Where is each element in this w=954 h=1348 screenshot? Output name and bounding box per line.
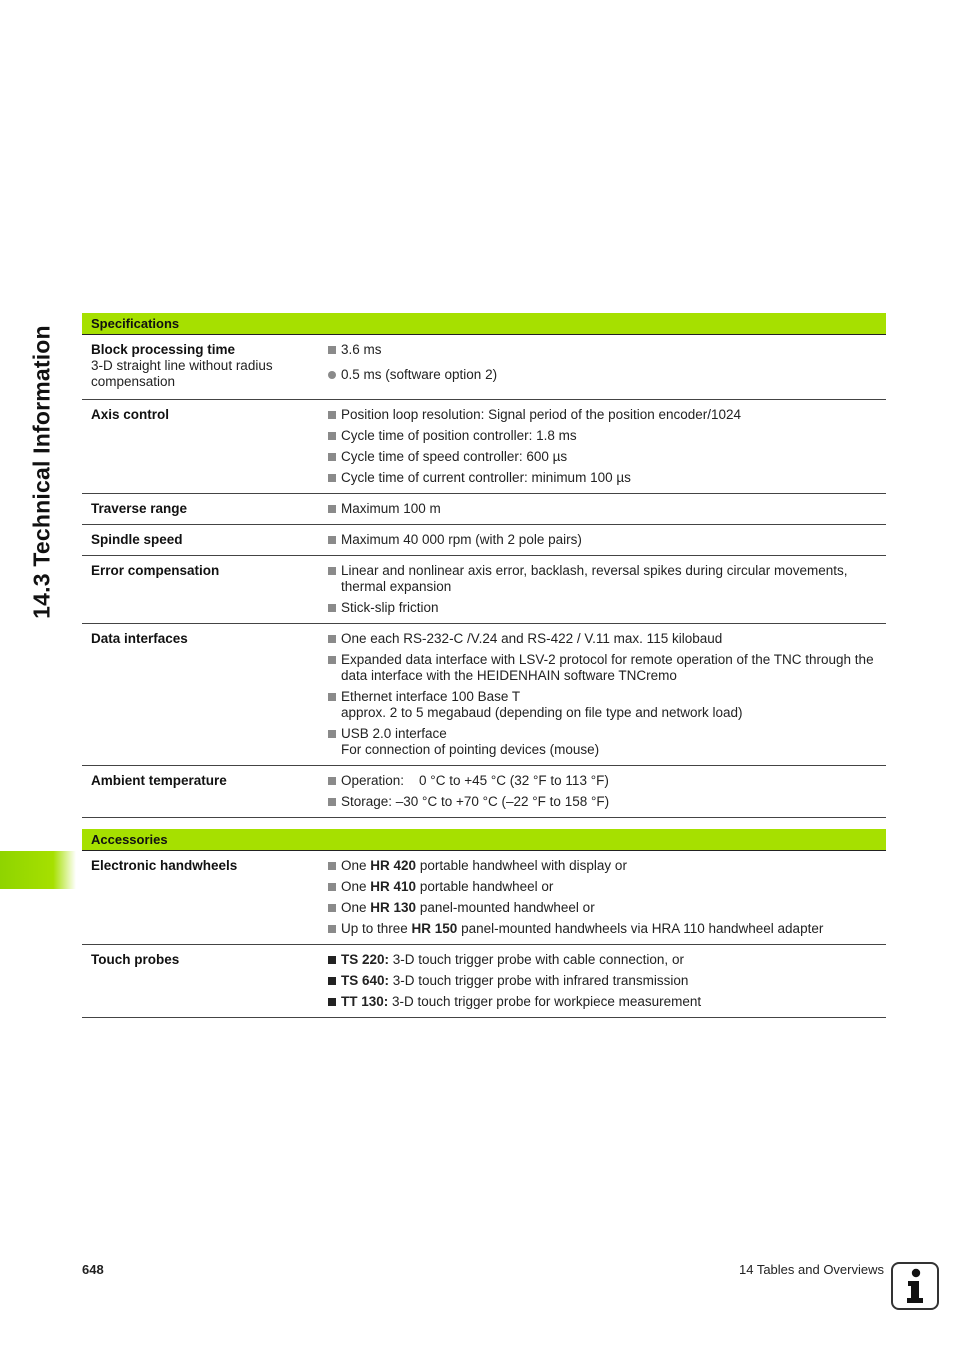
item-text: 3-D touch trigger probe with cable connection, or [389,952,684,967]
list-item [327,952,876,968]
list-item [327,501,876,517]
page-number: 648 [82,1262,104,1277]
row-values [327,407,886,486]
item-model: TT 130: [341,994,389,1009]
item-text: Stick-slip friction [341,600,439,615]
item-text: One [341,900,371,915]
item-text: Expanded data interface with LSV-2 protocol for remote operation of the TNC through the data interface with the HEIDENHAIN software TNCremo [341,652,878,683]
item-text: Position loop resolution: Signal period of the position encoder/1024 [341,407,742,422]
square-bullet-icon [328,567,336,575]
square-bullet-icon [328,411,336,419]
list-item [327,900,876,916]
item-text: portable handwheel with display or [416,858,627,873]
row-label-text: Spindle speed [91,532,183,547]
row-values [327,532,886,548]
item-text: Up to three [341,921,412,936]
row-label [82,342,327,392]
list-item [327,532,876,548]
spec-row [82,851,886,945]
chapter-thumb-tab [0,851,76,889]
list-item [327,879,876,895]
square-bullet-icon [328,693,336,701]
row-values [327,773,886,810]
item-text: panel-mounted handwheels via HRA 110 handwheel adapter [457,921,824,936]
square-bullet-icon [328,862,336,870]
circle-bullet-icon [328,371,336,379]
specifications-table [82,313,886,818]
square-bullet-icon [328,604,336,612]
row-label-text: Block processing time [91,342,236,357]
spec-row [82,400,886,494]
row-label-text: Touch probes [91,952,180,967]
item-text: One [341,858,371,873]
spec-row [82,494,886,525]
list-item [327,726,876,758]
item-text: USB 2.0 interface [341,726,447,741]
row-label-text: Traverse range [91,501,188,516]
list-item [327,407,876,423]
list-item [327,367,876,383]
item-text: Storage: –30 °C to +70 °C (–22 °F to 158 °F) [341,794,610,809]
list-item [327,773,876,789]
square-bullet-icon [328,977,336,985]
square-bullet-icon [328,925,336,933]
list-item [327,631,876,647]
row-label [82,407,327,486]
list-item [327,921,876,937]
item-text: Ethernet interface 100 Base T [341,689,521,704]
list-item [327,973,876,989]
chapter-side-title [22,312,62,632]
spec-row [82,624,886,766]
item-model: HR 150 [411,921,458,936]
item-text: portable handwheel or [416,879,554,894]
list-item [327,689,876,721]
list-item [327,342,876,358]
item-model: HR 420 [370,858,417,873]
row-values [327,631,886,758]
specifications-header: Specifications [82,313,886,335]
list-item [327,428,876,444]
item-text: Cycle time of speed controller: 600 µs [341,449,568,464]
accessories-table [82,829,886,1018]
item-model: HR 410 [370,879,417,894]
list-item [327,449,876,465]
row-label-text: Electronic handwheels [91,858,238,873]
row-values [327,952,886,1010]
list-item [327,563,876,595]
square-bullet-icon [328,904,336,912]
list-item [327,600,876,616]
square-bullet-icon [328,505,336,513]
item-text: Maximum 100 m [341,501,441,516]
row-label-text: Data interfaces [91,631,188,646]
item-text: Cycle time of current controller: minimum 100 µs [341,470,631,485]
row-values [327,501,886,517]
accessories-rows [82,851,886,1018]
square-bullet-icon [328,474,336,482]
item-text: 3.6 ms [341,342,382,357]
square-bullet-icon [328,777,336,785]
square-bullet-icon [328,998,336,1006]
spec-row [82,945,886,1018]
row-values [327,858,886,937]
chapter-side-title-text: 14.3 Technical Information [28,325,55,619]
item-text: Maximum 40 000 rpm (with 2 pole pairs) [341,532,582,547]
item-model: TS 640: [341,973,390,988]
item-text-line2: For connection of pointing devices (mouse) [341,742,600,757]
row-label-text: Error compensation [91,563,220,578]
accessories-header: Accessories [82,829,886,851]
item-text: 3-D touch trigger probe with infrared transmission [389,973,689,988]
row-label [82,858,327,937]
list-item [327,794,876,810]
square-bullet-icon [328,346,336,354]
row-label-text: Ambient temperature [91,773,227,788]
row-label [82,501,327,517]
chapter-title: 14 Tables and Overviews [738,1262,884,1277]
square-bullet-icon [328,730,336,738]
row-values [327,563,886,616]
specifications-rows [82,335,886,818]
spec-row [82,525,886,556]
item-text: panel-mounted handwheel or [416,900,595,915]
info-icon [891,1262,939,1310]
row-label [82,773,327,810]
item-text: One [341,879,371,894]
spec-row [82,766,886,818]
item-text: Linear and nonlinear axis error, backlash, reversal spikes during circular movements, thermal expansion [341,563,852,594]
row-label [82,532,327,548]
item-text-line2: approx. 2 to 5 megabaud (depending on file type and network load) [341,705,743,720]
square-bullet-icon [328,656,336,664]
row-label [82,631,327,758]
list-item [327,652,876,684]
square-bullet-icon [328,956,336,964]
item-text: One each RS-232-C /V.24 and RS-422 / V.11 max. 115 kilobaud [341,631,723,646]
item-model: TS 220: [341,952,390,967]
item-text: 0.5 ms (software option 2) [341,367,498,382]
spec-row [82,335,886,400]
square-bullet-icon [328,432,336,440]
row-sublabel: 3-D straight line without radius compensation [91,358,273,389]
square-bullet-icon [328,536,336,544]
square-bullet-icon [328,883,336,891]
row-label [82,952,327,1010]
square-bullet-icon [328,453,336,461]
item-model: HR 130 [370,900,417,915]
item-text: 3-D touch trigger probe for workpiece measurement [388,994,702,1009]
item-text: Cycle time of position controller: 1.8 ms [341,428,577,443]
list-item [327,470,876,486]
list-item [327,858,876,874]
square-bullet-icon [328,635,336,643]
item-text: Operation: 0 °C to +45 °C (32 °F to 113 °F) [341,773,609,788]
row-label [82,563,327,616]
square-bullet-icon [328,798,336,806]
row-label-text: Axis control [91,407,170,422]
list-item [327,994,876,1010]
row-values [327,342,886,392]
spec-row [82,556,886,624]
